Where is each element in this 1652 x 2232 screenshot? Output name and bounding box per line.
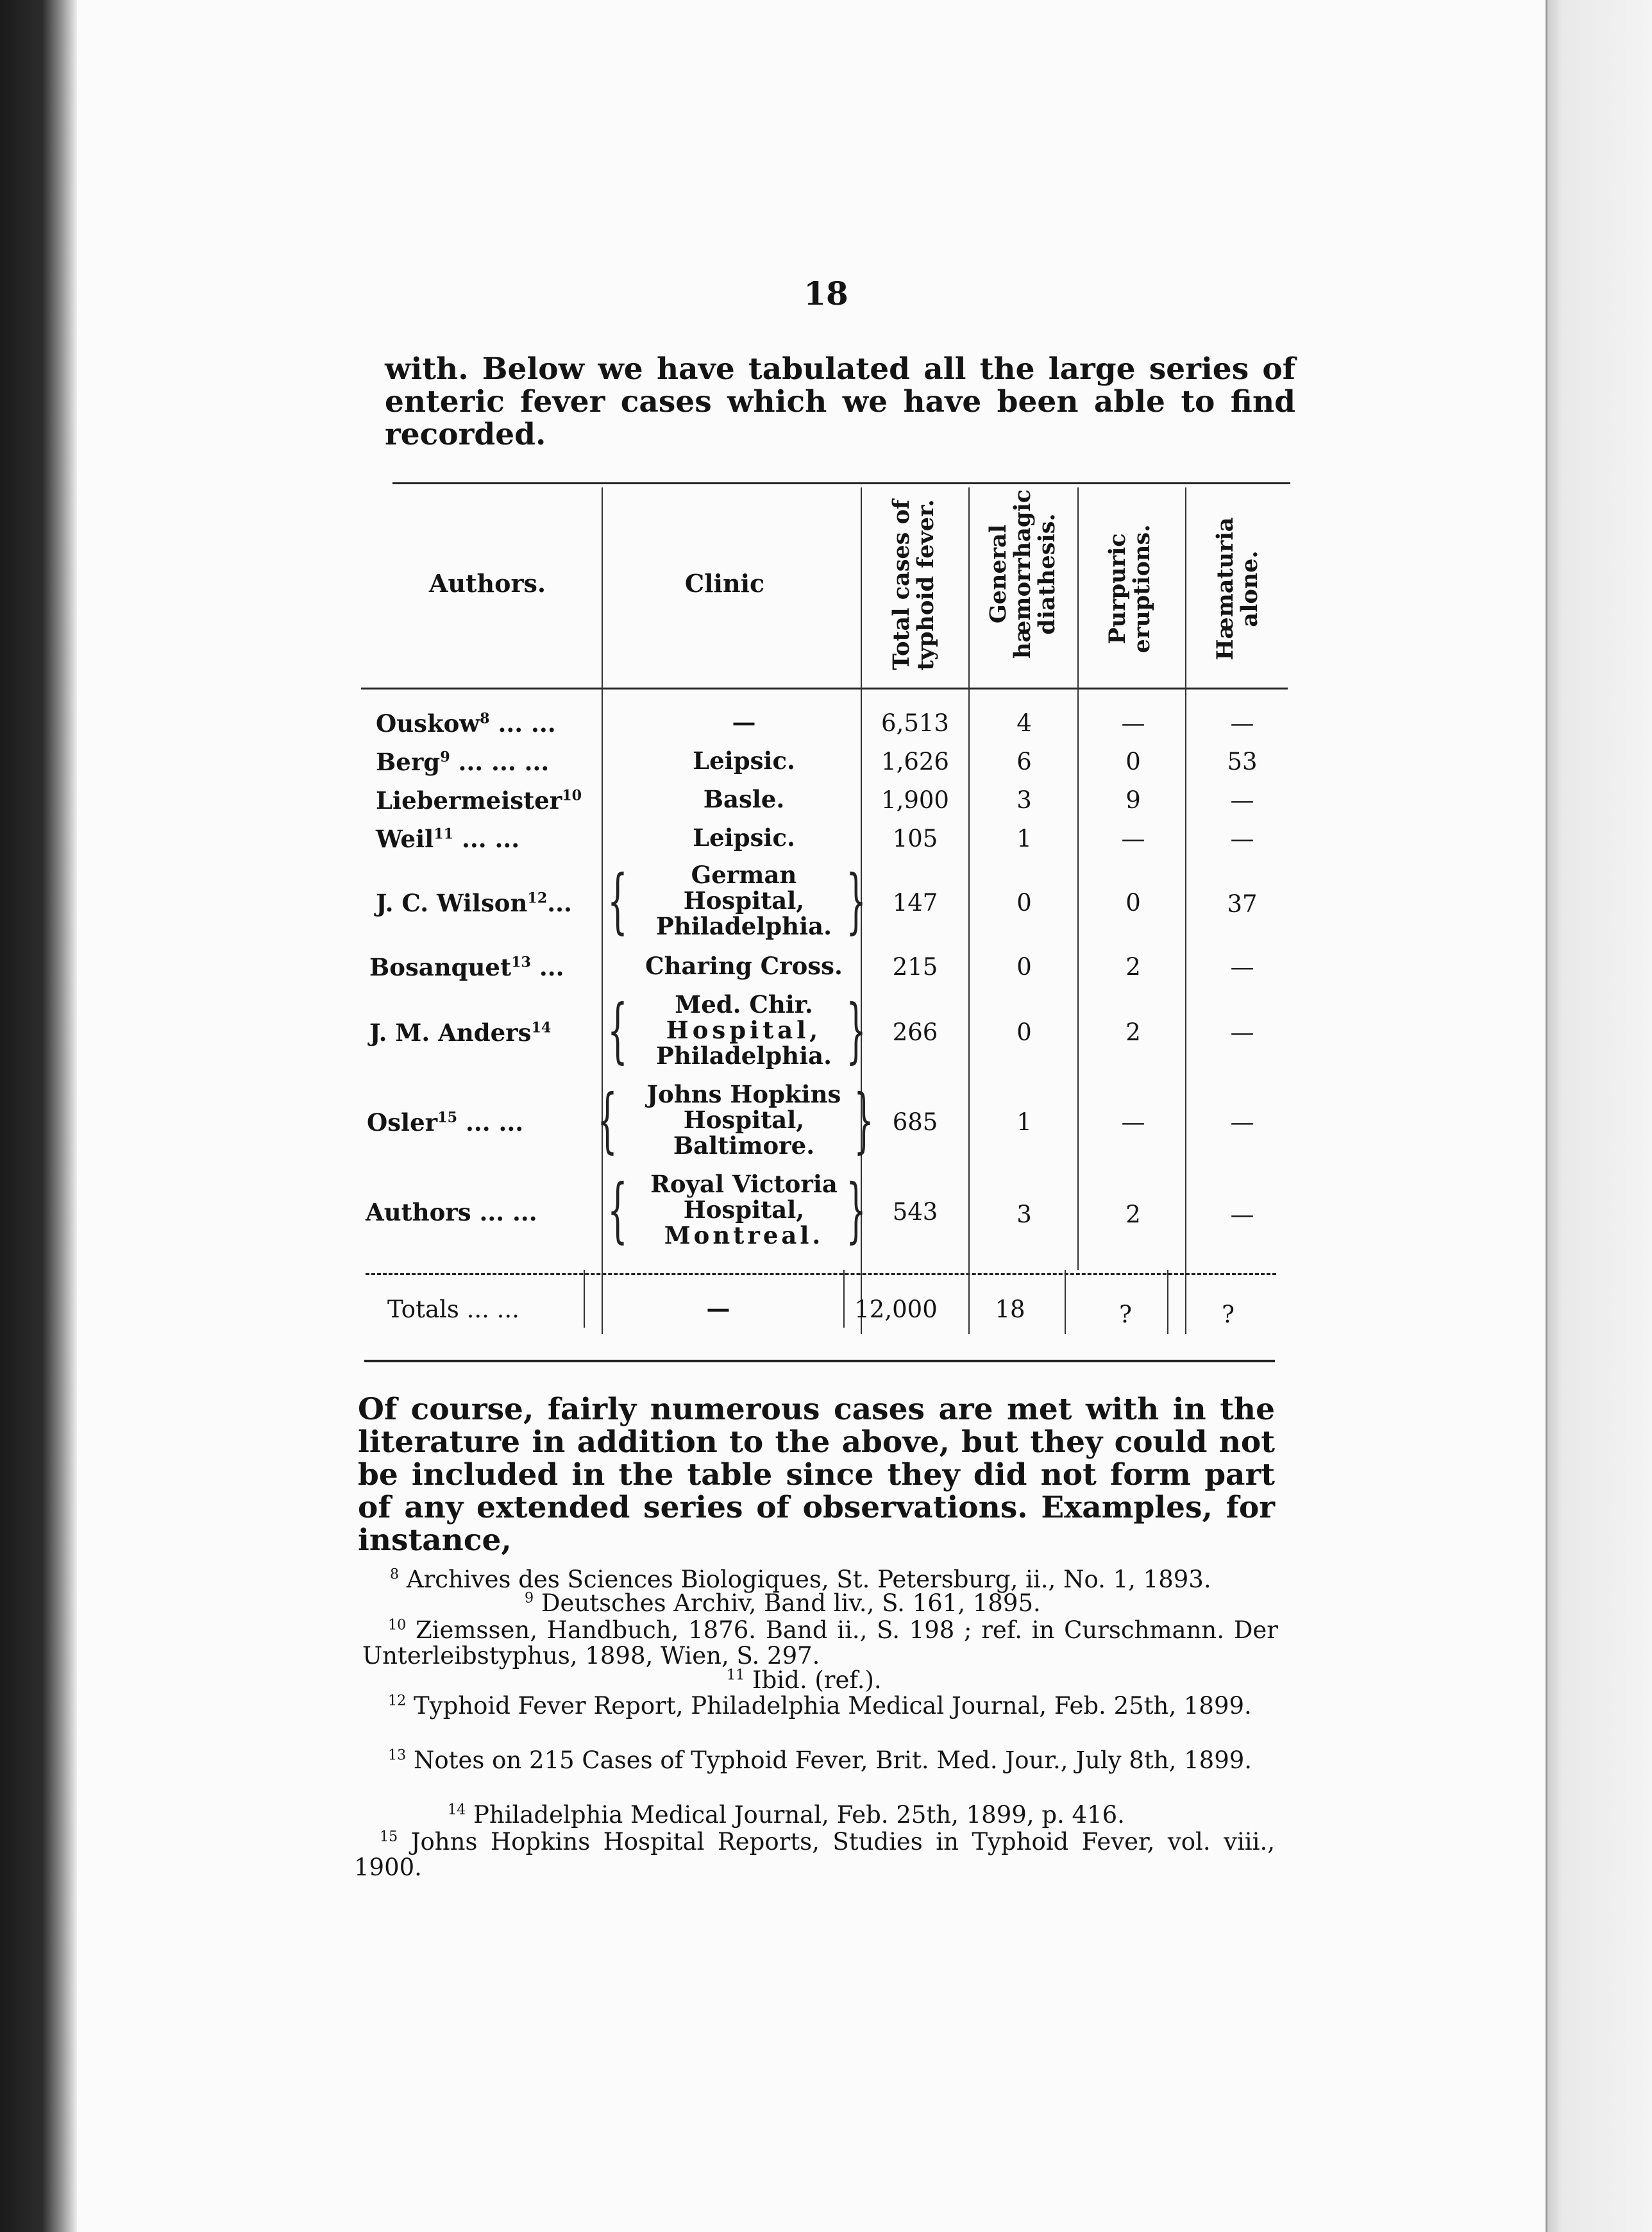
total-cell: 215 [892, 953, 938, 981]
haematuria-cell: — [1230, 825, 1254, 852]
general-cell: 18 [995, 1296, 1025, 1323]
author-cell: J. C. Wilson$^{12}$... [376, 889, 572, 917]
general-cell: 4 [1016, 709, 1032, 737]
footnote: $^9$ Deutsches Archiv, Band liv., S. 161, 1895. [525, 1589, 1041, 1617]
clinic-cell: — [706, 1294, 730, 1323]
author-cell: Weil$^{11}$ ... ... [376, 825, 520, 853]
general-cell: 0 [1016, 889, 1032, 917]
footnote: $^{12}$ Typhoid Fever Report, Philadelphia Medical Journal, Feb. 25th, 1899. [388, 1692, 1252, 1720]
total-cell: 543 [892, 1198, 938, 1226]
table-bottom-rule [364, 1360, 1275, 1362]
haematuria-cell: — [1230, 953, 1254, 981]
total-cell: 266 [892, 1019, 938, 1046]
purpuric-cell: 0 [1125, 748, 1141, 775]
table-totals-rule [366, 1273, 1276, 1275]
haematuria-cell: 53 [1227, 748, 1258, 775]
haematuria-cell: — [1230, 1019, 1254, 1046]
total-cell: 1,900 [881, 786, 949, 814]
table-col-rule [602, 487, 603, 1334]
general-cell: 3 [1016, 786, 1032, 814]
table-top-rule [392, 482, 1290, 484]
clinic-cell: Charing Cross. [645, 952, 843, 980]
author-cell: Ouskow$^8$ ... ... [376, 709, 556, 738]
author-cell: Bosanquet$^{13}$ ... [369, 953, 564, 981]
brace-right-icon: } [846, 1169, 866, 1251]
author-cell: Osler$^{15}$ ... ... [367, 1108, 524, 1137]
general-cell: 1 [1016, 1108, 1032, 1136]
purpuric-cell: — [1121, 825, 1145, 852]
footnote: $^{11}$ Ibid. (ref.). [727, 1666, 882, 1694]
haematuria-cell: — [1230, 786, 1254, 814]
totals-label: Totals ... ... [387, 1296, 519, 1323]
clinic-cell: Leipsic. [693, 824, 795, 852]
clinic-cell: Johns Hopkins Hospital, Baltimore. [646, 1080, 841, 1160]
purpuric-cell: 2 [1125, 1201, 1141, 1228]
purpuric-cell: 2 [1125, 953, 1141, 981]
general-cell: 1 [1016, 825, 1032, 852]
clinic-cell: — [732, 708, 756, 736]
author-cell: Berg$^9$ ... ... ... [376, 748, 550, 776]
header-authors: Authors. [428, 569, 546, 598]
brace-right-icon: } [854, 1079, 874, 1161]
author-cell: Liebermeister$^{10}$ [376, 786, 582, 815]
footnote: $^8$ Archives des Sciences Biologiques, St. Petersburg, ii., No. 1, 1893. [390, 1566, 1211, 1593]
total-cell: 685 [892, 1108, 938, 1136]
header-total-cases: Total cases of typhoid fever. [888, 499, 939, 671]
author-cell: J. M. Anders$^{14}$ [369, 1019, 552, 1047]
clinic-cell: Basle. [703, 785, 785, 813]
purpuric-cell: — [1121, 709, 1145, 737]
table-col-rule [584, 1270, 585, 1328]
table-col-rule [1065, 1270, 1066, 1334]
total-cell: 12,000 [854, 1296, 938, 1323]
general-cell: 0 [1016, 1019, 1032, 1046]
book-binding-left [0, 0, 77, 2232]
footnote: $^{13}$ Notes on 215 Cases of Typhoid Fever, Brit. Med. Jour., July 8th, 1899. [388, 1746, 1252, 1774]
brace-left-icon: { [597, 1079, 618, 1161]
clinic-cell: Med. Chir. Hospital, Philadelphia. [656, 990, 832, 1070]
table-header-rule [361, 688, 1288, 689]
purpuric-cell: — [1121, 1108, 1145, 1136]
haematuria-cell: ? [1222, 1301, 1235, 1328]
header-haematuria: Hæmaturia alone. [1212, 517, 1263, 661]
total-cell: 105 [892, 825, 938, 852]
footnote: $^{15}$ Johns Hopkins Hospital Reports, Studies in Typhoid Fever, vol. viii., 1900. [354, 1828, 1275, 1881]
total-cell: 1,626 [881, 748, 949, 775]
footnote: $^{10}$ Ziemssen, Handbuch, 1876. Band ii., S. 198 ; ref. in Curschmann. Der Unterleibstyphus, 1898, Wien, S. 297. [362, 1616, 1278, 1670]
purpuric-cell: 0 [1125, 889, 1141, 917]
brace-left-icon: { [607, 1169, 628, 1251]
header-general-haemorrhagic: General hæmorrhagic diathesis. [985, 489, 1060, 659]
total-cell: 6,513 [881, 709, 949, 737]
footnote: $^{14}$ Philadelphia Medical Journal, Feb. 25th, 1899, p. 416. [448, 1801, 1125, 1829]
page-number: 18 [804, 275, 848, 312]
header-purpuric: Purpuric eruptions. [1104, 524, 1155, 654]
purpuric-cell: ? [1119, 1301, 1132, 1328]
clinic-cell: German Hospital, Philadelphia. [656, 861, 832, 940]
total-cell: 147 [892, 889, 938, 917]
general-cell: 3 [1016, 1201, 1032, 1228]
author-cell: Authors ... ... [366, 1198, 537, 1226]
brace-left-icon: { [607, 859, 628, 942]
header-clinic: Clinic [684, 569, 765, 598]
table-col-rule [1077, 487, 1079, 1270]
general-cell: 6 [1016, 748, 1032, 775]
haematuria-cell: — [1230, 1201, 1254, 1228]
general-cell: 0 [1016, 953, 1032, 981]
body-paragraph: Of course, fairly numerous cases are met with in the literature in addition to the above, but they could not be included in the table since they did not form part of any extended series of observations. Examples, for instance, [358, 1392, 1275, 1558]
brace-right-icon: } [846, 989, 866, 1071]
clinic-cell: Royal Victoria Hospital, Montreal. [650, 1170, 838, 1249]
haematuria-cell: — [1230, 1108, 1254, 1136]
haematuria-cell: — [1230, 709, 1254, 737]
intro-paragraph: with. Below we have tabulated all the large series of enteric fever cases which we have been able to find recorded. [385, 351, 1295, 452]
haematuria-cell: 37 [1227, 890, 1258, 918]
clinic-cell: Leipsic. [693, 747, 795, 775]
brace-right-icon: } [846, 859, 866, 942]
purpuric-cell: 2 [1125, 1019, 1141, 1046]
brace-left-icon: { [607, 989, 628, 1071]
page-edge-right [1546, 0, 1652, 2232]
purpuric-cell: 9 [1125, 786, 1141, 814]
